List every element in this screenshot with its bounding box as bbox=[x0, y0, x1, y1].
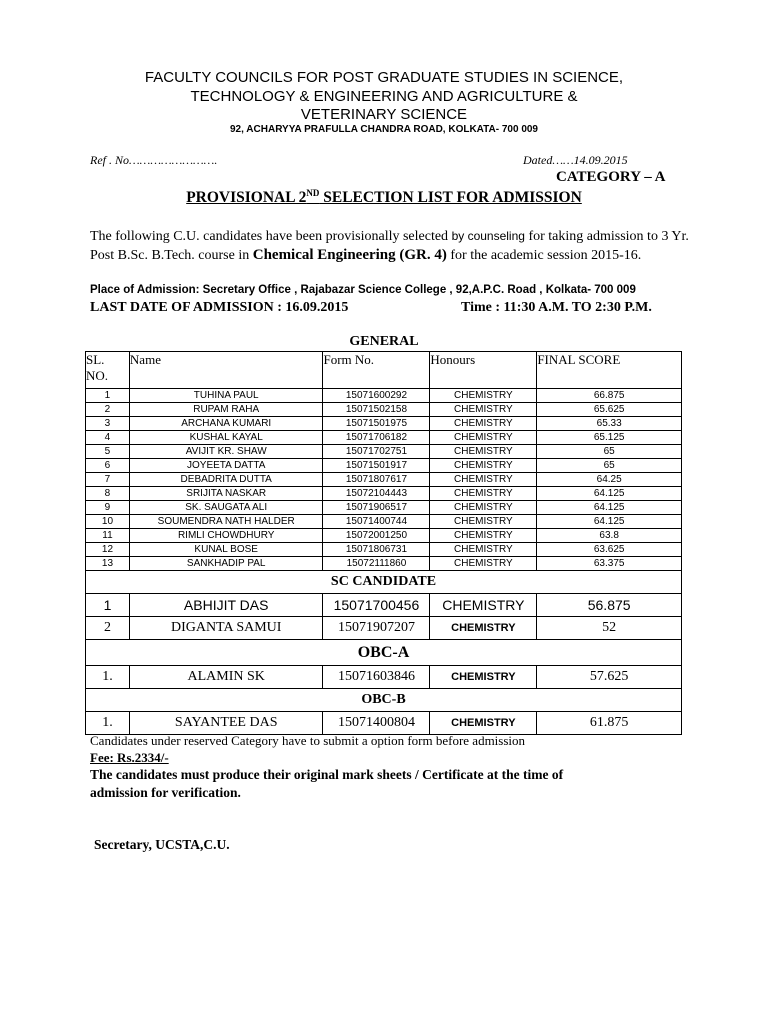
intro-text-3: for taking admission to 3 Yr. Post B.Sc. B.Tech. course in bbox=[90, 229, 689, 263]
cell-name: SK. SAUGATA ALI bbox=[129, 501, 323, 515]
section-heading-row bbox=[86, 571, 682, 594]
cell-sl: 6 bbox=[86, 459, 130, 473]
cell-honours: CHEMISTRY bbox=[430, 445, 537, 459]
reserved-category-note: Candidates under reserved Category have to submit a option form before admission bbox=[90, 733, 526, 748]
header-line-3: VETERINARY SCIENCE bbox=[300, 106, 468, 123]
cell-form-no: 15072111860 bbox=[323, 557, 430, 571]
cell-score: 65 bbox=[537, 459, 682, 473]
cell-score: 63.375 bbox=[537, 557, 682, 571]
cell-sl: 7 bbox=[86, 473, 130, 487]
signature: Secretary, UCSTA,C.U. bbox=[94, 837, 230, 852]
cell-form-no: 15071702751 bbox=[323, 445, 430, 459]
cell-name: KUSHAL KAYAL bbox=[129, 431, 323, 445]
cell-sl: 1 bbox=[86, 594, 130, 617]
selection-table bbox=[85, 351, 682, 735]
cell-honours: CHEMISTRY bbox=[430, 543, 537, 557]
table-header-row bbox=[86, 352, 682, 389]
cell-score: 63.8 bbox=[537, 529, 682, 543]
cell-name: SOUMENDRA NATH HALDER bbox=[129, 515, 323, 529]
cell-name: ARCHANA KUMARI bbox=[129, 417, 323, 431]
cell-form-no: 15071502158 bbox=[323, 403, 430, 417]
table-row bbox=[86, 557, 682, 571]
page-title bbox=[0, 188, 768, 207]
cell-score: 64.125 bbox=[537, 487, 682, 501]
cell-form-no: 15071907207 bbox=[323, 617, 430, 640]
cell-form-no: 15071603846 bbox=[323, 666, 430, 689]
cell-form-no: 15072001250 bbox=[323, 529, 430, 543]
cell-honours: CHEMISTRY bbox=[430, 431, 537, 445]
cell-sl: 3 bbox=[86, 417, 130, 431]
cell-score: 65.625 bbox=[537, 403, 682, 417]
header-address: 92, ACHARYYA PRAFULLA CHANDRA ROAD, KOLKATA- 700 009 bbox=[230, 124, 538, 135]
table-row bbox=[86, 431, 682, 445]
cell-name: RUPAM RAHA bbox=[129, 403, 323, 417]
table-row bbox=[86, 617, 682, 640]
cell-name: SRIJITA NASKAR bbox=[129, 487, 323, 501]
table-row bbox=[86, 712, 682, 735]
cell-name: ABHIJIT DAS bbox=[129, 594, 323, 617]
table-row bbox=[86, 487, 682, 501]
cell-honours: CHEMISTRY bbox=[430, 473, 537, 487]
mark-sheet-note-line-2: admission for verification. bbox=[90, 785, 241, 800]
cell-sl: 1. bbox=[86, 666, 130, 689]
dated: Dated……14.09.2015 bbox=[523, 153, 628, 167]
cell-honours: CHEMISTRY bbox=[430, 459, 537, 473]
cell-honours: CHEMISTRY bbox=[430, 617, 537, 640]
cell-honours: CHEMISTRY bbox=[430, 712, 537, 735]
cell-score: 63.625 bbox=[537, 543, 682, 557]
cell-score: 64.125 bbox=[537, 515, 682, 529]
table-row bbox=[86, 515, 682, 529]
cell-honours: CHEMISTRY bbox=[430, 594, 537, 617]
cell-honours: CHEMISTRY bbox=[430, 557, 537, 571]
title-superscript: ND bbox=[306, 188, 320, 198]
cell-name: AVIJIT KR. SHAW bbox=[129, 445, 323, 459]
table-row bbox=[86, 445, 682, 459]
cell-sl: 11 bbox=[86, 529, 130, 543]
cell-sl: 13 bbox=[86, 557, 130, 571]
cell-form-no: 15071807617 bbox=[323, 473, 430, 487]
cell-score: 56.875 bbox=[537, 594, 682, 617]
table-row bbox=[86, 459, 682, 473]
cell-form-no: 15071501975 bbox=[323, 417, 430, 431]
cell-score: 57.625 bbox=[537, 666, 682, 689]
cell-name: DIGANTA SAMUI bbox=[129, 617, 323, 640]
last-date: LAST DATE OF ADMISSION : 16.09.2015 bbox=[90, 300, 349, 315]
cell-sl: 4 bbox=[86, 431, 130, 445]
cell-form-no: 15071806731 bbox=[323, 543, 430, 557]
cell-form-no: 15071400804 bbox=[323, 712, 430, 735]
cell-form-no: 15071706182 bbox=[323, 431, 430, 445]
cell-name: SAYANTEE DAS bbox=[129, 712, 323, 735]
table-row bbox=[86, 666, 682, 689]
table-row bbox=[86, 543, 682, 557]
cell-score: 65.125 bbox=[537, 431, 682, 445]
cell-sl: 1 bbox=[86, 389, 130, 403]
cell-honours: CHEMISTRY bbox=[430, 403, 537, 417]
selection-table-body bbox=[86, 352, 682, 735]
cell-sl: 9 bbox=[86, 501, 130, 515]
table-row bbox=[86, 529, 682, 543]
cell-score: 66.875 bbox=[537, 389, 682, 403]
section-heading-row bbox=[86, 640, 682, 666]
cell-sl: 10 bbox=[86, 515, 130, 529]
cell-sl: 5 bbox=[86, 445, 130, 459]
title-pre: PROVISIONAL 2 bbox=[186, 189, 307, 207]
fee: Fee: Rs.2334/- bbox=[90, 750, 169, 765]
cell-name: DEBADRITA DUTTA bbox=[129, 473, 323, 487]
column-header-form: Form No. bbox=[323, 352, 430, 389]
cell-sl: 2 bbox=[86, 403, 130, 417]
cell-form-no: 15071906517 bbox=[323, 501, 430, 515]
cell-score: 64.125 bbox=[537, 501, 682, 515]
intro-text-1: The following C.U. candidates have been provisionally selected bbox=[90, 229, 452, 244]
table-row bbox=[86, 417, 682, 431]
cell-name: JOYEETA DATTA bbox=[129, 459, 323, 473]
column-header-score: FINAL SCORE bbox=[537, 352, 682, 389]
table-row bbox=[86, 501, 682, 515]
cell-form-no: 15072104443 bbox=[323, 487, 430, 501]
section-heading-row bbox=[86, 689, 682, 712]
cell-honours: CHEMISTRY bbox=[430, 666, 537, 689]
admission-time: Time : 11:30 A.M. TO 2:30 P.M. bbox=[461, 300, 652, 315]
section-heading: SC CANDIDATE bbox=[86, 571, 682, 594]
cell-form-no: 15071400744 bbox=[323, 515, 430, 529]
column-header-sl: SL. NO. bbox=[86, 352, 130, 389]
cell-sl: 1. bbox=[86, 712, 130, 735]
cell-honours: CHEMISTRY bbox=[430, 417, 537, 431]
cell-form-no: 15071600292 bbox=[323, 389, 430, 403]
cell-name: ALAMIN SK bbox=[129, 666, 323, 689]
section-heading: OBC-B bbox=[86, 689, 682, 712]
cell-honours: CHEMISTRY bbox=[430, 529, 537, 543]
table-row bbox=[86, 473, 682, 487]
cell-honours: CHEMISTRY bbox=[430, 487, 537, 501]
cell-sl: 2 bbox=[86, 617, 130, 640]
column-header-honours: Honours bbox=[430, 352, 537, 389]
column-header-name: Name bbox=[129, 352, 323, 389]
cell-name: RIMLI CHOWDHURY bbox=[129, 529, 323, 543]
title-post: SELECTION LIST FOR ADMISSION bbox=[319, 189, 582, 207]
cell-honours: CHEMISTRY bbox=[430, 515, 537, 529]
cell-honours: CHEMISTRY bbox=[430, 389, 537, 403]
header-line-2: TECHNOLOGY & ENGINEERING AND AGRICULTURE & bbox=[190, 88, 578, 105]
cell-form-no: 15071700456 bbox=[323, 594, 430, 617]
category-label: CATEGORY – A bbox=[556, 169, 666, 185]
cell-score: 64.25 bbox=[537, 473, 682, 487]
reference-number: Ref . No……………………. bbox=[90, 153, 218, 167]
table-row bbox=[86, 594, 682, 617]
intro-paragraph bbox=[90, 227, 690, 265]
cell-name: TUHINA PAUL bbox=[129, 389, 323, 403]
table-row bbox=[86, 403, 682, 417]
mark-sheet-note-line-1: The candidates must produce their original mark sheets / Certificate at the time of bbox=[90, 767, 564, 782]
cell-score: 65.33 bbox=[537, 417, 682, 431]
cell-sl: 12 bbox=[86, 543, 130, 557]
cell-name: KUNAL BOSE bbox=[129, 543, 323, 557]
general-heading: GENERAL bbox=[349, 334, 419, 349]
table-row bbox=[86, 389, 682, 403]
cell-sl: 8 bbox=[86, 487, 130, 501]
intro-text-2: by counseling bbox=[451, 229, 525, 243]
intro-course: Chemical Engineering (GR. 4) bbox=[252, 247, 447, 263]
header-line-1: FACULTY COUNCILS FOR POST GRADUATE STUDIES IN SCIENCE, bbox=[144, 69, 624, 86]
cell-score: 61.875 bbox=[537, 712, 682, 735]
cell-score: 52 bbox=[537, 617, 682, 640]
cell-form-no: 15071501917 bbox=[323, 459, 430, 473]
cell-name: SANKHADIP PAL bbox=[129, 557, 323, 571]
cell-honours: CHEMISTRY bbox=[430, 501, 537, 515]
cell-score: 65 bbox=[537, 445, 682, 459]
intro-text-5: for the academic session 2015-16. bbox=[446, 248, 642, 263]
place-of-admission: Place of Admission: Secretary Office , Rajabazar Science College , 92,A.P.C. Road , Kolkata- 700 009 bbox=[90, 284, 636, 296]
section-heading: OBC-A bbox=[86, 640, 682, 666]
